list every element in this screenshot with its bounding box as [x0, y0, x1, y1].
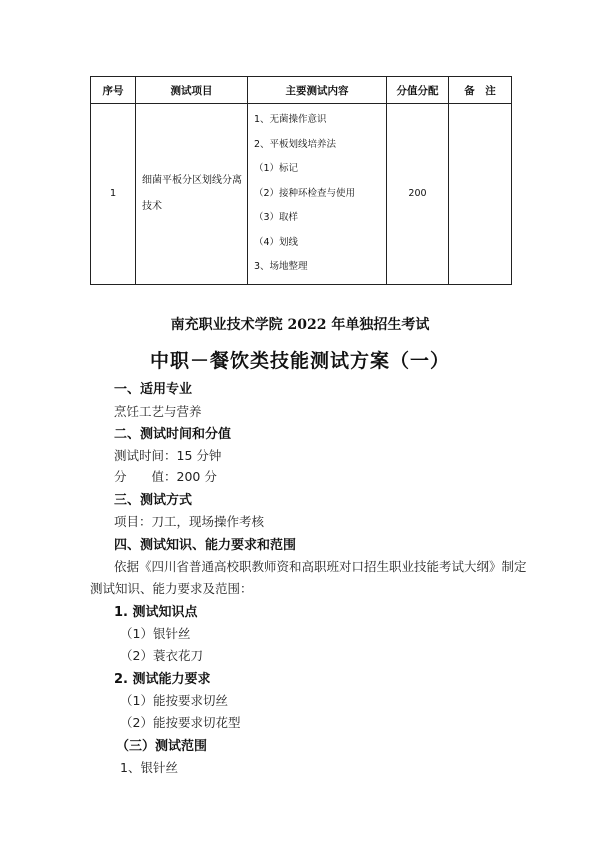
row-number: 1	[91, 104, 136, 285]
paragraph-line: 依据《四川省普通高校职教师资和高职班对口招生职业技能考试大纲》制定	[114, 559, 527, 574]
score-table	[90, 76, 512, 285]
section-heading: 三、测试方式	[114, 493, 193, 508]
header-remark: 备 注	[449, 77, 512, 104]
content-line: （2）接种环检查与使用	[254, 187, 356, 199]
list-item: （1）银针丝	[120, 626, 191, 641]
list-item: （2）蓑衣花刀	[120, 648, 203, 663]
content-line: 2、平板划线培养法	[254, 138, 337, 150]
header-item: 测试项目	[136, 77, 248, 104]
list-item: （2）能按要求切花型	[120, 715, 241, 730]
list-item: 1、银针丝	[120, 760, 178, 775]
table-row	[91, 104, 512, 285]
section-heading: 二、测试时间和分值	[114, 427, 232, 442]
paragraph-line: 测试知识、能力要求及范围：	[90, 581, 253, 596]
content-line: （4）划线	[254, 236, 299, 248]
section-text: 分 值：200 分	[114, 469, 217, 484]
table-header-row	[91, 77, 512, 104]
section-text: 项目：刀工，现场操作考核	[114, 514, 265, 529]
section-heading: 一、适用专业	[114, 382, 193, 397]
subsection-heading: 2. 测试能力要求	[114, 672, 211, 687]
content-line: （1）标记	[254, 163, 299, 174]
section-text: 测试时间：15 分钟	[114, 448, 222, 463]
header-number: 序号	[91, 77, 136, 104]
row-content	[248, 104, 387, 285]
row-score: 200	[387, 104, 449, 285]
content-line: （3）取样	[254, 212, 299, 223]
subsection-heading: 1. 测试知识点	[114, 605, 198, 620]
content-line: 1、无菌操作意识	[254, 114, 327, 125]
document-subtitle: 中职－餐饮类技能测试方案（一）	[149, 350, 450, 372]
row-item: 细菌平板分区划线分离技术	[136, 104, 248, 285]
header-score: 分值分配	[387, 77, 449, 104]
row-remark	[449, 104, 512, 285]
subsection-heading: （三）测试范围	[116, 739, 208, 754]
content-line: 3、场地整理	[254, 261, 308, 272]
section-text: 烹饪工艺与营养	[114, 404, 202, 419]
section-heading: 四、测试知识、能力要求和范围	[114, 538, 297, 553]
header-content: 主要测试内容	[248, 77, 387, 104]
list-item: （1）能按要求切丝	[120, 693, 228, 708]
document-title: 南充职业技术学院 2022 年单独招生考试	[170, 317, 430, 333]
